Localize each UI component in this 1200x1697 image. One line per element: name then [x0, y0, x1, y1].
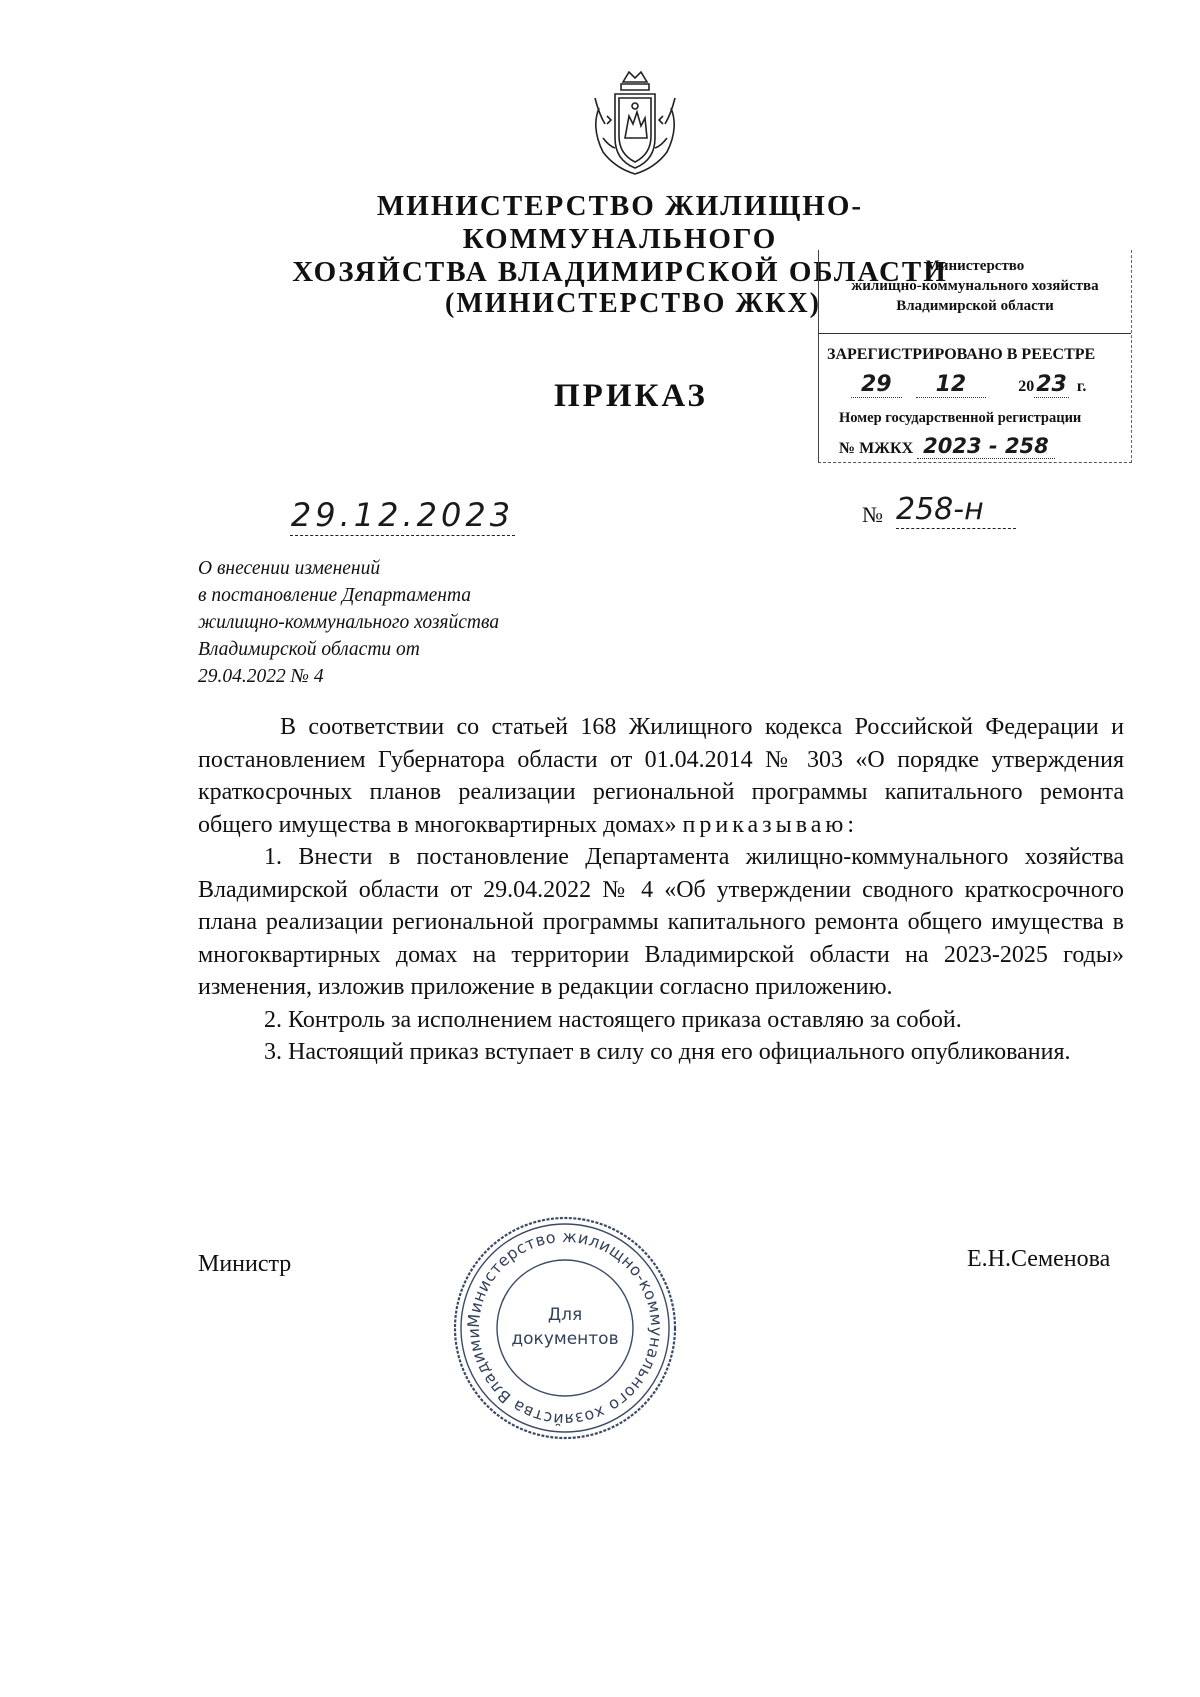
registration-org-line3: Владимирской области — [896, 298, 1054, 314]
document-type: ПРИКАЗ — [554, 378, 708, 414]
subject-line: 29.04.2022 № 4 — [198, 666, 324, 687]
registration-day: 29 — [851, 372, 902, 398]
registration-org-line2: жилищно-коммунального хозяйства — [851, 278, 1099, 294]
preamble-paragraph — [198, 711, 1124, 841]
preamble-order-word: приказываю: — [682, 811, 859, 838]
seal-center — [450, 1303, 680, 1351]
subject-line: жилищно-коммунального хозяйства — [198, 612, 500, 633]
registration-number — [839, 434, 1055, 458]
official-seal — [450, 1213, 680, 1443]
preamble-text: В соответствии со статьей 168 Жилищного кодекса Российской Федерации и постановлением Губернатора области от 01.04.2014 № 303 «О порядке утверждения краткосрочных планов реализации региональной программы капитального ремонта общего имущества в многоквартирных домах» — [198, 714, 1124, 838]
registration-month: 12 — [916, 372, 987, 398]
registered-label: ЗАРЕГИСТРИРОВАНО В РЕЕСТРЕ — [827, 346, 1096, 363]
registration-number-prefix: № МЖКХ — [839, 440, 914, 457]
registration-year-suffix: 23 — [1036, 372, 1067, 397]
order-number: 258-н — [896, 492, 1016, 529]
state-registration-label: Номер государственной регистрации — [839, 410, 1082, 426]
registration-date — [851, 372, 1086, 397]
registration-stamp — [818, 250, 1132, 463]
registration-organization — [819, 256, 1131, 316]
order-subject — [198, 555, 618, 690]
subject-line: в постановление Департамента — [198, 585, 472, 606]
order-number-label: № — [862, 502, 883, 527]
registration-org-line1: Министерство — [925, 258, 1025, 274]
signer-name: Е.Н.Семенова — [967, 1246, 1111, 1272]
order-item-2: 2. Контроль за исполнением настоящего приказа оставляю за собой. — [264, 1006, 962, 1033]
order-item-3: 3. Настоящий приказ вступает в силу со дня его официального опубликования. — [264, 1039, 1071, 1065]
registration-divider — [819, 333, 1131, 334]
order-body — [198, 711, 1124, 1069]
subject-line: Владимирской области от — [198, 639, 420, 660]
signer-title: Министр — [198, 1251, 292, 1277]
registration-number-value: 2023 - 258 — [917, 434, 1055, 459]
seal-ring-text: Министерство жилищно-коммунального хозяйства Владими — [463, 1226, 667, 1430]
registration-year-prefix: 20 — [1018, 378, 1035, 395]
organization-name-line1: МИНИСТЕРСТВО ЖИЛИЩНО-КОММУНАЛЬНОГО — [376, 190, 864, 255]
seal-center-line2: документов — [511, 1329, 619, 1349]
subject-line: О внесении изменений — [198, 558, 381, 579]
order-item-1: 1. Внести в постановление Департамента жилищно-коммунального хозяйства Владимирской области от 29.04.2022 № 4 «Об утверждении сводного краткосрочного плана реализации региональной программы капитального ремонта общего имущества в многоквартирных домах на территории Владимирской области на 2023-2025 годы» изменения, изложив приложение в редакции согласно приложению. — [198, 844, 1124, 1000]
registration-year-unit: г. — [1076, 378, 1087, 395]
order-date: 29.12.2023 — [290, 496, 515, 534]
organization-short-name: (МИНИСТЕРСТВО ЖКХ) — [445, 288, 821, 319]
organization-name-line2: ХОЗЯЙСТВА ВЛАДИМИРСКОЙ ОБЛАСТИ — [292, 256, 948, 288]
coat-of-arms-icon — [585, 68, 685, 178]
seal-center-line1: Для — [547, 1305, 583, 1325]
